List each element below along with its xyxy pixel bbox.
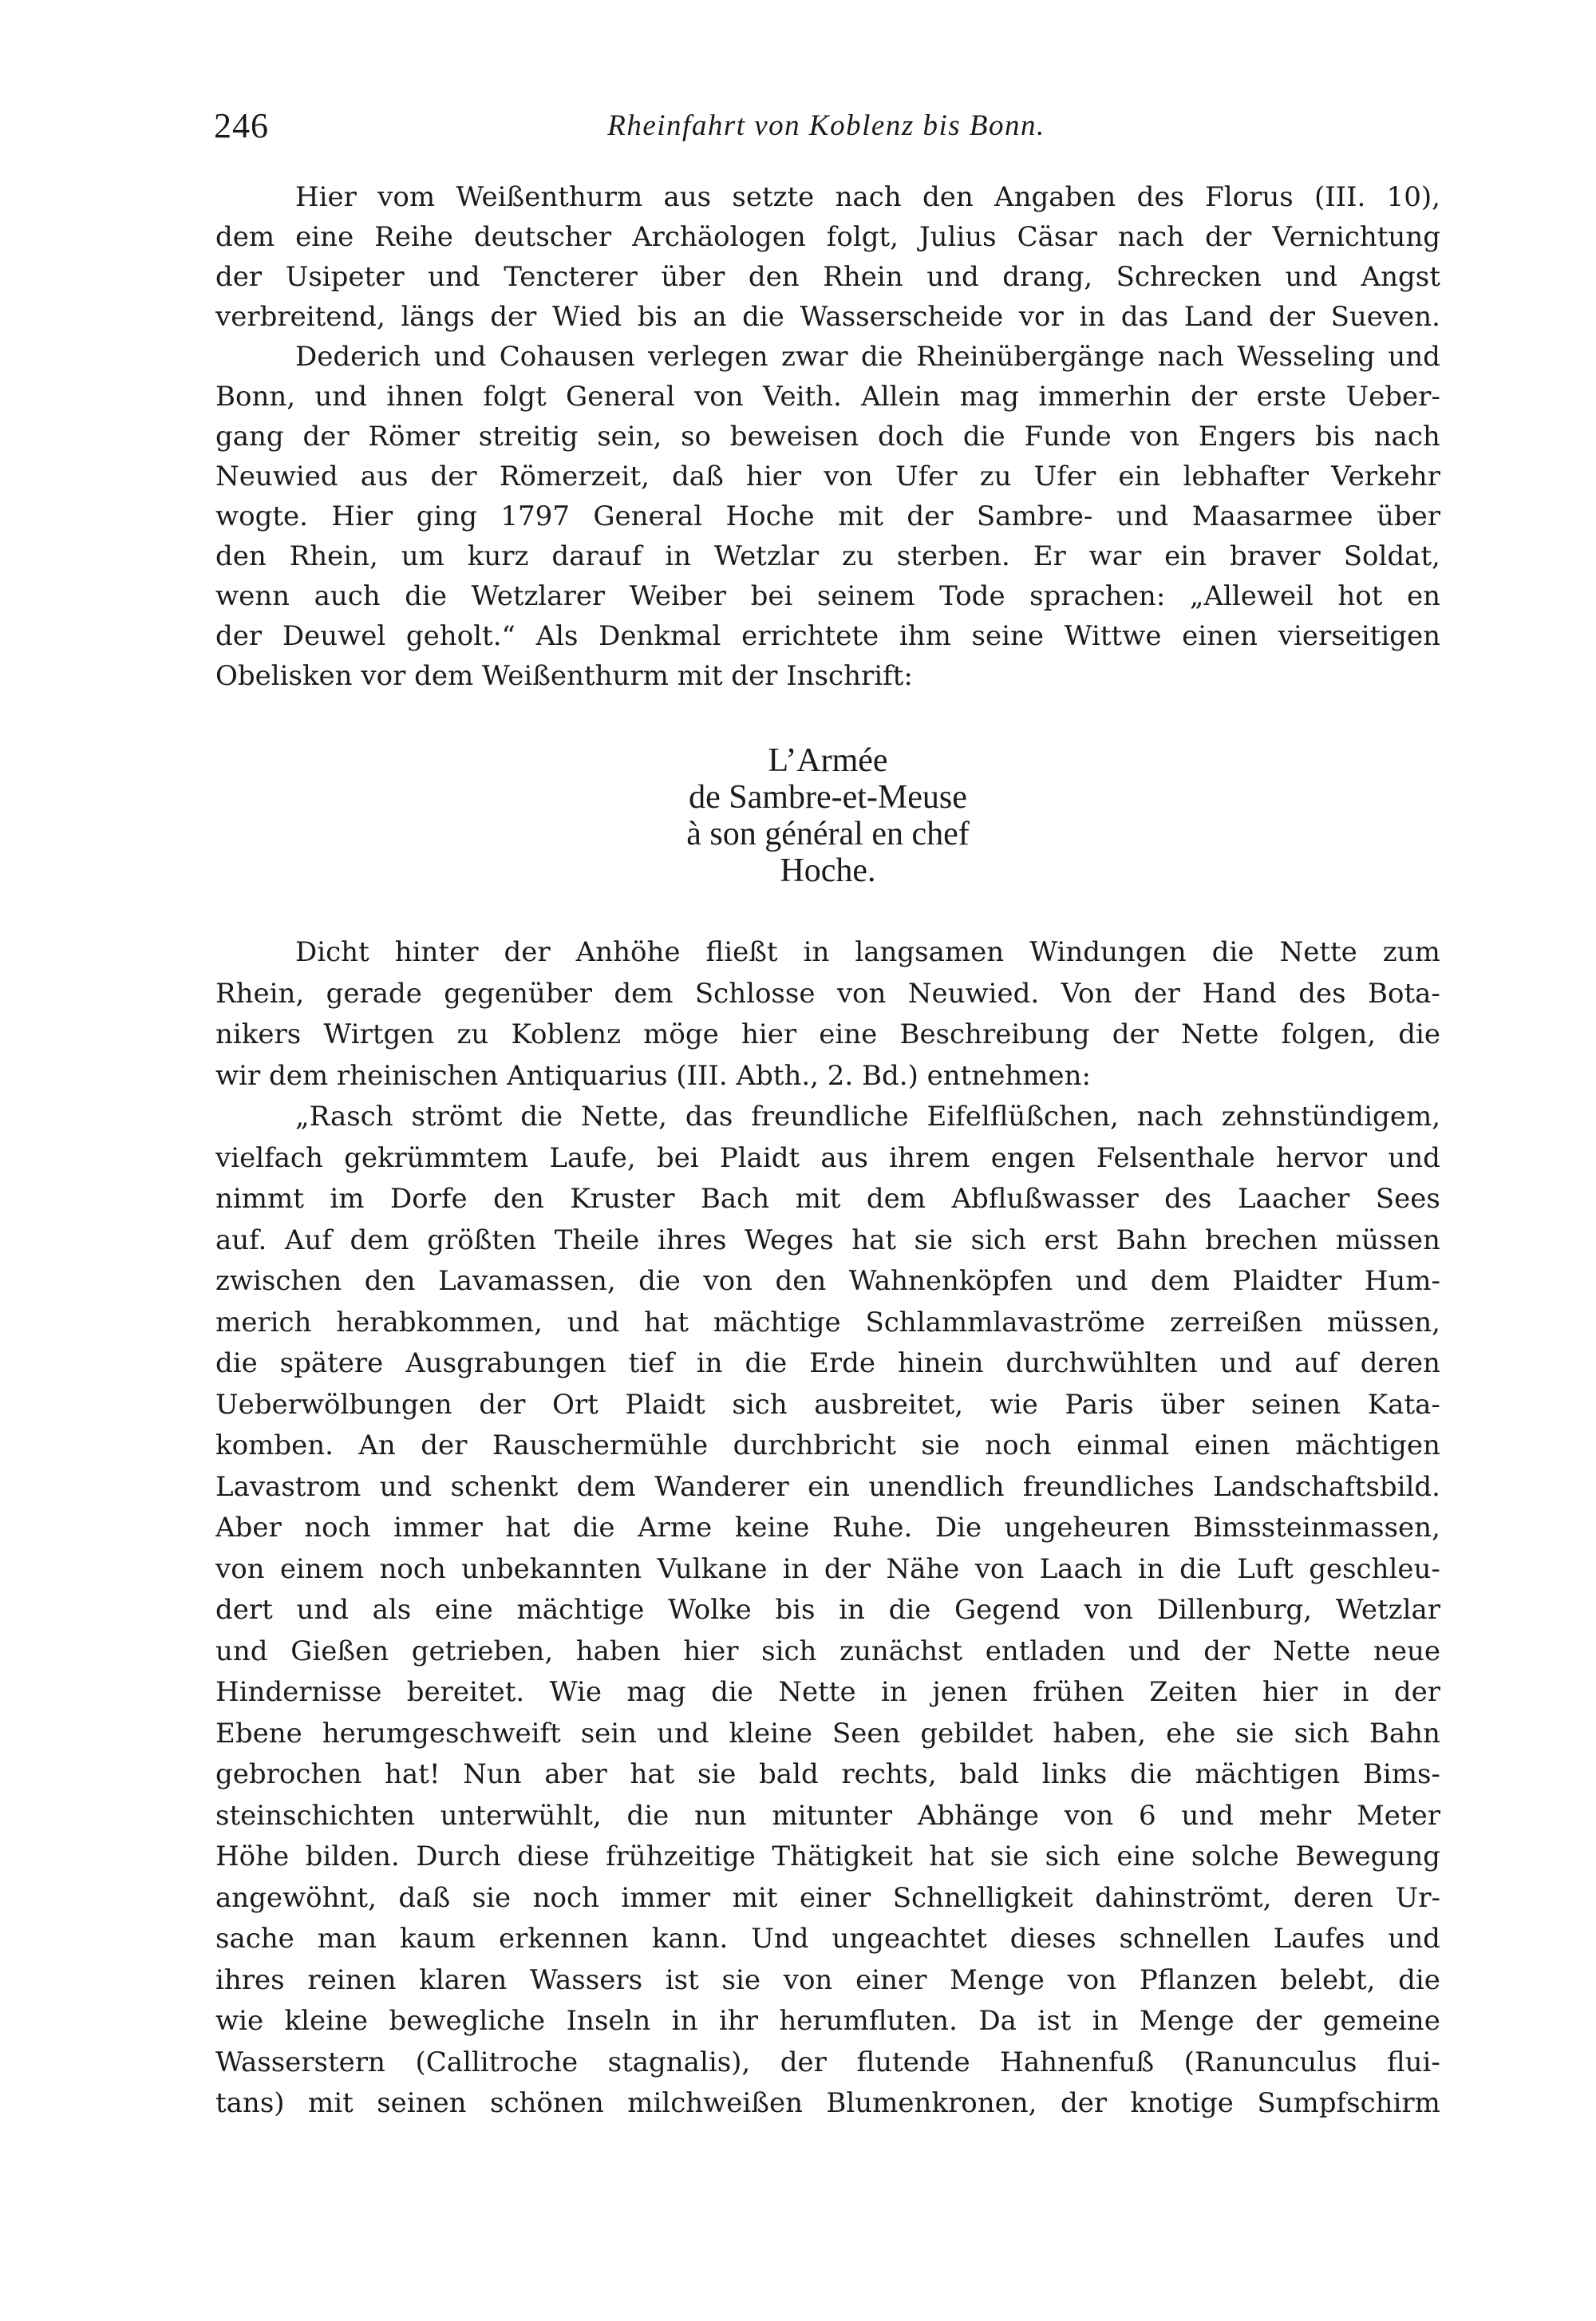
text-line: vielfach gekrümmtem Laufe, bei Plaidt aus ihrem engen Felsenthale hervor und <box>215 1141 1440 1174</box>
inscription-line: à son général en chef <box>686 816 970 852</box>
text-line: „Rasch strömt die Nette, das freundliche Eifelflüßchen, nach zehnstündigem, <box>295 1101 1440 1133</box>
paragraph-weissenthurm <box>215 177 1440 696</box>
text-line: Hier vom Weißenthurm aus setzte nach den Angaben des Florus (III. 10), <box>295 181 1440 213</box>
text-line: nimmt im Dorfe den Kruster Bach mit dem Abflußwasser des Laacher Sees <box>215 1183 1440 1215</box>
text-line: ihres reinen klaren Wassers ist sie von einer Menge von Pflanzen belebt, die <box>215 1963 1440 1996</box>
text-line: komben. An der Rauschermühle durchbricht sie noch einmal einen mächtigen <box>215 1429 1440 1461</box>
text-line: wir dem rheinischen Antiquarius (III. Abth., 2. Bd.) entnehmen: <box>215 1059 1091 1092</box>
hoche-inscription <box>215 742 1440 889</box>
inscription-line: de Sambre-et-Meuse <box>689 779 967 816</box>
text-line: wenn auch die Wetzlarer Weiber bei seinem Tode sprachen: „Alleweil hot en <box>215 580 1440 612</box>
text-line: Neuwied aus der Römerzeit, daß hier von Ufer zu Ufer ein lebhafter Verkehr <box>215 461 1440 492</box>
text-line: und Gießen getrieben, haben hier sich zunächst entladen und der Nette neue <box>215 1635 1440 1667</box>
text-line: wie kleine bewegliche Inseln in ihr herumfluten. Da ist in Menge der gemeine <box>215 2005 1440 2037</box>
text-line: steinschichten unterwühlt, die nun mitunter Abhänge von 6 und mehr Meter <box>215 1799 1440 1832</box>
paragraph-nette <box>215 932 1440 2125</box>
running-head: Rheinfahrt von Koblenz bis Bonn. <box>607 109 1045 142</box>
text-line: nikers Wirtgen zu Koblenz möge hier eine Beschreibung der Nette folgen, die <box>215 1018 1440 1050</box>
text-line: Ueberwölbungen der Ort Plaidt sich ausbreitet, wie Paris über seinen Kata- <box>215 1388 1440 1421</box>
text-line: die spätere Ausgrabungen tief in die Erde hinein durchwühlten und auf deren <box>215 1347 1440 1379</box>
text-line: auf. Auf dem größten Theile ihres Weges hat sie sich erst Bahn brechen müssen <box>215 1224 1440 1256</box>
text-line: Dederich und Cohausen verlegen zwar die Rheinübergänge nach Wesseling und <box>295 341 1440 373</box>
text-line: Rhein, gerade gegenüber dem Schlosse von Neuwied. Von der Hand des Bota- <box>215 977 1440 1010</box>
text-line: Dicht hinter der Anhöhe fließt in langsamen Windungen die Nette zum <box>295 936 1440 968</box>
text-line: angewöhnt, daß sie noch immer mit einer Schnelligkeit dahinströmt, deren Ur- <box>215 1881 1440 1914</box>
text-line: den Rhein, um kurz darauf in Wetzlar zu sterben. Er war ein braver Soldat, <box>215 540 1440 572</box>
text-line: dem eine Reihe deutscher Archäologen folgt, Julius Cäsar nach der Vernichtung <box>215 221 1440 253</box>
page-header <box>214 105 1439 153</box>
text-line: Wasserstern (Callitroche stagnalis), der flutende Hahnenfuß (Ranunculus flui- <box>215 2046 1440 2078</box>
text-line: der Deuwel geholt.“ Als Denkmal errichtete ihm seine Wittwe einen vierseitigen <box>215 620 1440 652</box>
text-line: Ebene herumgeschweift sein und kleine Seen gebildet haben, ehe sie sich Bahn <box>215 1717 1440 1750</box>
text-line: der Usipeter und Tencterer über den Rhein und drang, Schrecken und Angst <box>215 261 1440 293</box>
text-line: wogte. Hier ging 1797 General Hoche mit der Sambre- und Maasarmee über <box>215 500 1440 532</box>
text-line: Bonn, und ihnen folgt General von Veith. Allein mag immerhin der erste Ueber- <box>215 381 1440 413</box>
page-number: 246 <box>214 106 269 145</box>
text-line: gebrochen hat! Nun aber hat sie bald rechts, bald links die mächtigen Bims- <box>215 1758 1440 1790</box>
text-line: von einem noch unbekannten Vulkane in der Nähe von Laach in die Luft geschleu- <box>215 1552 1440 1585</box>
text-line: Höhe bilden. Durch diese frühzeitige Thätigkeit hat sie sich eine solche Bewegung <box>215 1841 1440 1872</box>
text-line: gang der Römer streitig sein, so beweisen doch die Funde von Engers bis nach <box>215 421 1440 453</box>
text-line: dert und als eine mächtige Wolke bis in die Gegend von Dillenburg, Wetzlar <box>215 1594 1440 1626</box>
text-line: tans) mit seinen schönen milchweißen Blumenkronen, der knotige Sumpfschirm <box>215 2087 1440 2119</box>
inscription-line: L’Armée <box>768 742 888 779</box>
text-line: Obelisken vor dem Weißenthurm mit der Inschrift: <box>215 660 913 692</box>
text-line: Aber noch immer hat die Arme keine Ruhe. Die ungeheuren Bimssteinmassen, <box>215 1512 1440 1544</box>
text-line: verbreitend, längs der Wied bis an die Wasserscheide vor in das Land der Sueven. <box>215 301 1440 333</box>
text-line: sache man kaum erkennen kann. Und ungeachtet dieses schnellen Laufes und <box>215 1923 1440 1955</box>
inscription-line: Hoche. <box>780 852 876 889</box>
text-line: zwischen den Lavamassen, die von den Wahnenköpfen und dem Plaidter Hum- <box>215 1265 1440 1297</box>
text-line: Hindernisse bereitet. Wie mag die Nette in jenen frühen Zeiten hier in der <box>215 1676 1440 1708</box>
text-line: merich herabkommen, und hat mächtige Schlammlavaströme zerreißen müssen, <box>215 1306 1440 1338</box>
text-line: Lavastrom und schenkt dem Wanderer ein unendlich freundliches Landschaftsbild. <box>215 1470 1440 1503</box>
